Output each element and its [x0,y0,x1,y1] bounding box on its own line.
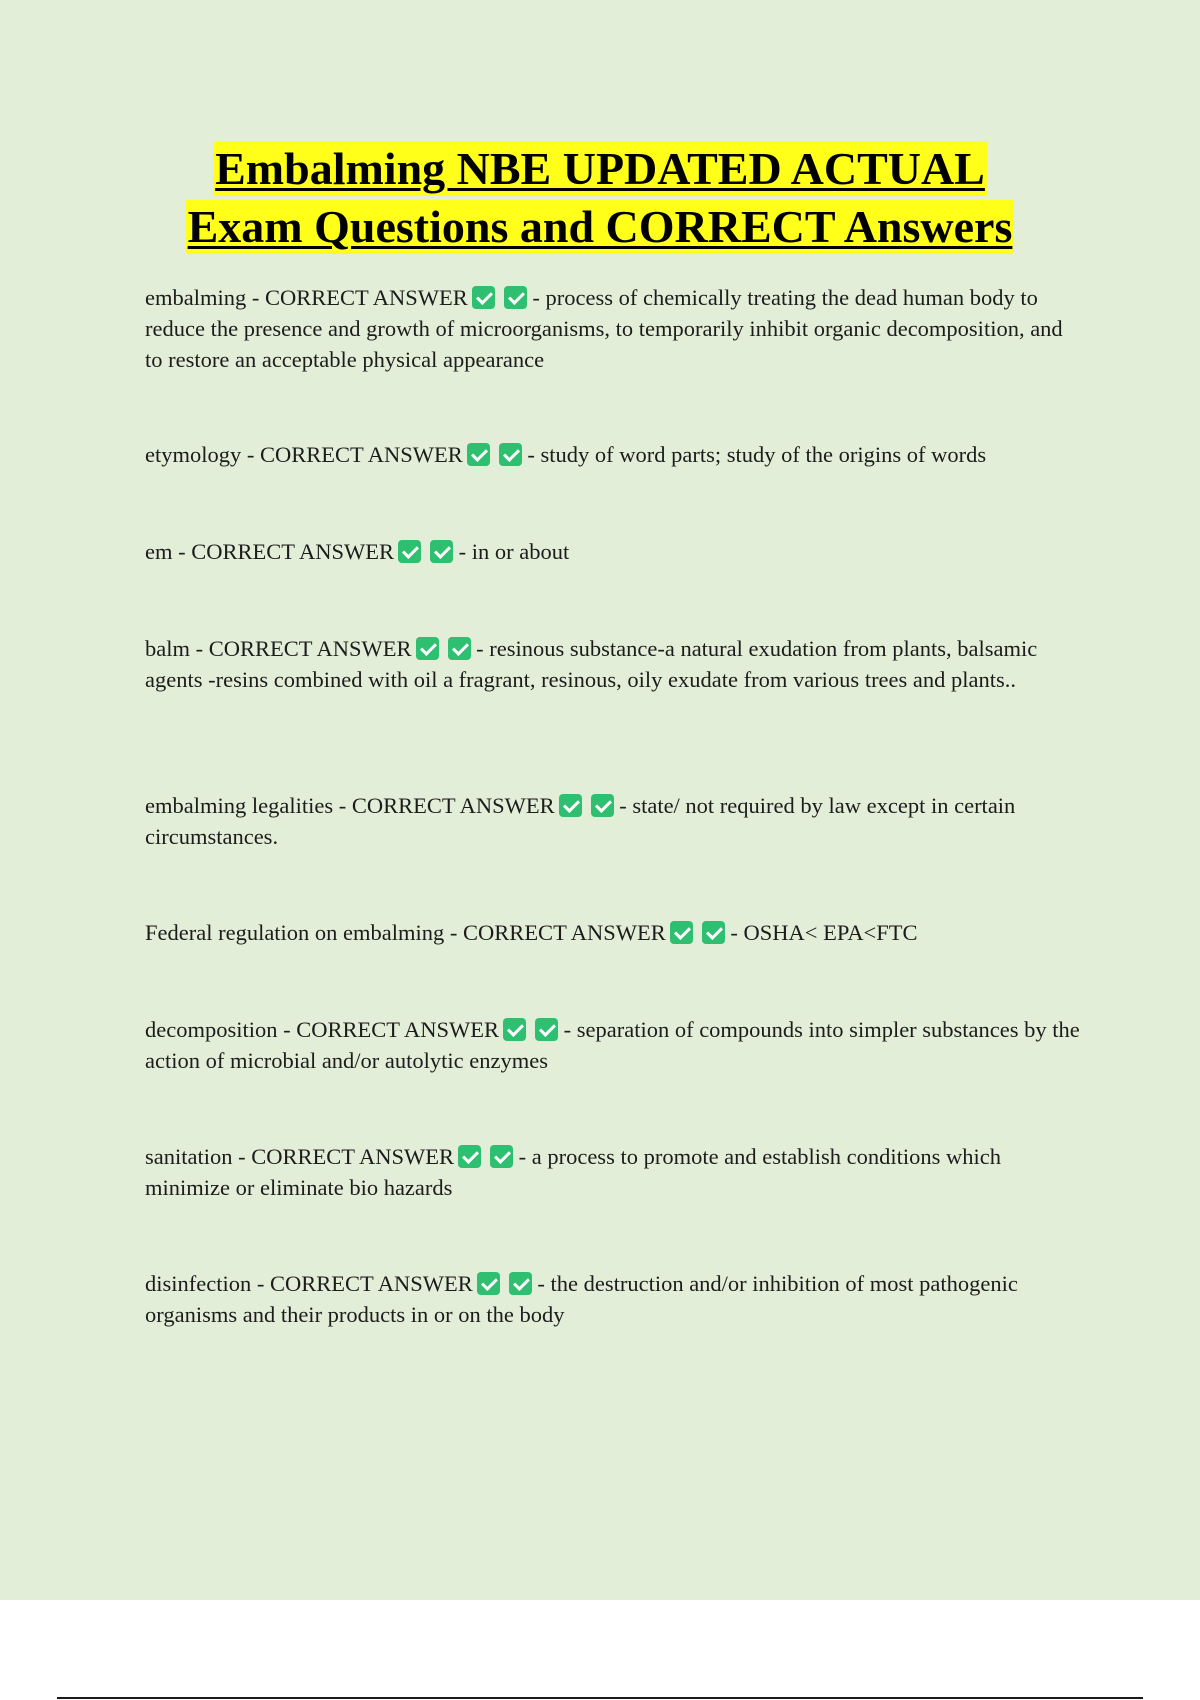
entry: disinfection - CORRECT ANSWER - the destruction and/or inhibition of most pathogenic organisms and their products in or on the body [145,1271,1018,1327]
entry-marker: CORRECT ANSWER [269,1271,473,1296]
entry-marker: CORRECT ANSWER [208,636,412,661]
entry-term: Federal regulation on embalming [145,920,445,945]
entry-marker: CORRECT ANSWER [296,1017,499,1042]
check-box-icon [398,540,421,563]
entry-definition: a process to promote and establish conditions which minimize or eliminate bio hazards [145,1144,1002,1200]
check-box-icon [670,921,693,944]
entry: balm - CORRECT ANSWER - resinous substance-a natural exudation from plants, balsamic agents -resins combined with oil a fragrant, resinous, oily exudate from various trees and plants.. [145,636,1038,692]
entry-term: embalming legalities [145,793,334,818]
entry-term: em [145,539,173,564]
page-title [0,140,1200,256]
check-box-icon [559,794,582,817]
entry-marker: CORRECT ANSWER [251,1144,454,1169]
check-box-icon [490,1145,513,1168]
entry-definition: study of word parts; study of the origins of words [540,442,987,467]
entry-term: etymology [145,442,242,467]
entry-marker: CORRECT ANSWER [351,793,555,818]
entry-marker: CORRECT ANSWER [463,920,666,945]
entry: embalming - CORRECT ANSWER - process of chemically treating the dead human body to reduce the presence and growth of microorganisms, to temporarily inhibit organic decomposition, and to restore an acceptable physical appearance [145,285,1063,372]
entry-term: sanitation [145,1144,233,1169]
check-box-icon [499,443,522,466]
entry-definition: OSHA< EPA<FTC [743,920,918,945]
check-box-icon [509,1272,532,1295]
check-box-icon [416,637,439,660]
check-box-icon [477,1272,500,1295]
title-line-2: Exam Questions and CORRECT Answers [187,201,1013,252]
entry-marker: CORRECT ANSWER [264,285,468,310]
entry-definition: in or about [471,539,570,564]
entry: em - CORRECT ANSWER - in or about [145,539,570,564]
entry-definition: process of chemically treating the dead human body to reduce the presence and growth of microorganisms, to temporarily inhibit organic decomposition, and to restore an acceptable physical appearance [145,285,1063,372]
check-box-icon [702,921,725,944]
check-box-icon [472,286,495,309]
entry-term: decomposition [145,1017,278,1042]
entry-term: balm [145,636,190,661]
check-box-icon [448,637,471,660]
entry-definition: separation of compounds into simpler substances by the action of microbial and/or autolytic enzymes [145,1017,1080,1073]
check-box-icon [458,1145,481,1168]
entry-definition: the destruction and/or inhibition of most pathogenic organisms and their products in or on the body [145,1271,1018,1327]
entry-definition: state/ not required by law except in certain circumstances. [145,793,1016,849]
footer-rule [57,1697,1143,1699]
entry-term: embalming [145,285,247,310]
entry: etymology - CORRECT ANSWER - study of word parts; study of the origins of words [145,442,987,467]
entry: sanitation - CORRECT ANSWER - a process to promote and establish conditions which minimize or eliminate bio hazards [145,1144,1002,1200]
check-box-icon [503,1018,526,1041]
entry-term: disinfection [145,1271,252,1296]
title-line-1: Embalming NBE UPDATED ACTUAL [215,143,985,194]
check-box-icon [591,794,614,817]
check-box-icon [430,540,453,563]
entry-marker: CORRECT ANSWER [260,442,463,467]
entry: embalming legalities - CORRECT ANSWER - state/ not required by law except in certain circumstances. [145,793,1016,849]
check-box-icon [504,286,527,309]
entry: Federal regulation on embalming - CORRECT ANSWER - OSHA< EPA<FTC [145,920,918,945]
check-box-icon [467,443,490,466]
entry: decomposition - CORRECT ANSWER - separation of compounds into simpler substances by the action of microbial and/or autolytic enzymes [145,1017,1080,1073]
entry-marker: CORRECT ANSWER [191,539,394,564]
entry-definition: resinous substance-a natural exudation from plants, balsamic agents -resins combined with oil a fragrant, resinous, oily exudate from various trees and plants.. [145,636,1038,692]
check-box-icon [535,1018,558,1041]
